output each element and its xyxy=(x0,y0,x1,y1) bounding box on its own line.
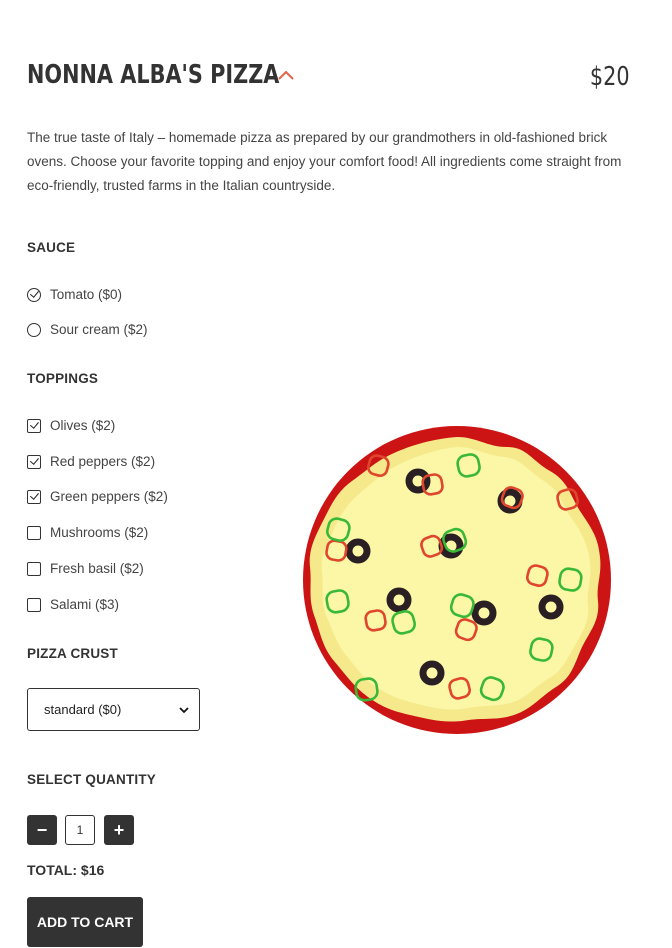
topping-label: Mushrooms ($2) xyxy=(50,525,149,540)
chevron-down-icon xyxy=(179,706,189,714)
topping-label: Salami ($3) xyxy=(50,597,120,612)
topping-fresh-basil[interactable] xyxy=(27,561,144,576)
topping-label: Green peppers ($2) xyxy=(50,489,168,504)
radio-unchecked[interactable] xyxy=(27,323,41,337)
toppings-heading: TOPPINGS xyxy=(27,371,99,386)
radio-checked[interactable] xyxy=(27,288,41,302)
checkbox-checked[interactable] xyxy=(27,490,41,504)
sauce-option-tomato[interactable] xyxy=(27,287,122,302)
topping-salami[interactable] xyxy=(27,597,119,612)
crust-select-value: standard ($0) xyxy=(44,702,122,717)
checkbox-unchecked[interactable] xyxy=(27,562,41,576)
topping-label: Fresh basil ($2) xyxy=(50,561,144,576)
topping-label: Olives ($2) xyxy=(50,418,116,433)
topping-red-peppers[interactable] xyxy=(27,454,155,469)
quantity-heading: SELECT QUANTITY xyxy=(27,772,157,787)
pizza-preview-image xyxy=(302,425,612,735)
quantity-input[interactable]: 1 xyxy=(65,815,95,845)
topping-olives[interactable] xyxy=(27,418,115,433)
add-to-cart-button[interactable]: ADD TO CART xyxy=(27,897,143,947)
checkbox-checked[interactable] xyxy=(27,455,41,469)
crust-select[interactable] xyxy=(27,688,200,731)
sauce-option-label: Sour cream ($2) xyxy=(50,322,148,337)
checkbox-unchecked[interactable] xyxy=(27,598,41,612)
sauce-heading: SAUCE xyxy=(27,240,76,255)
topping-label: Red peppers ($2) xyxy=(50,454,156,469)
checkbox-unchecked[interactable] xyxy=(27,526,41,540)
checkbox-checked[interactable] xyxy=(27,419,41,433)
topping-mushrooms[interactable] xyxy=(27,525,148,540)
product-price: $20 xyxy=(590,62,630,92)
sauce-option-label: Tomato ($0) xyxy=(50,287,123,302)
quantity-decrease-button[interactable]: − xyxy=(27,815,57,845)
quantity-increase-button[interactable]: + xyxy=(104,815,134,845)
order-total: TOTAL: $16 xyxy=(27,862,105,878)
chevron-up-icon[interactable] xyxy=(276,68,296,82)
product-description: The true taste of Italy – homemade pizza as prepared by our grandmothers in old-fashioned brick ovens. Choose your favorite topping and enjoy your comfort food! All ingredients come straight from eco-friendly, trusted farms in the Italian countryside. xyxy=(27,130,622,193)
sauce-option-sour-cream[interactable] xyxy=(27,322,148,337)
crust-heading: PIZZA CRUST xyxy=(27,646,118,661)
topping-green-peppers[interactable] xyxy=(27,489,168,504)
product-title: NONNA ALBA'S PIZZA xyxy=(27,60,280,90)
